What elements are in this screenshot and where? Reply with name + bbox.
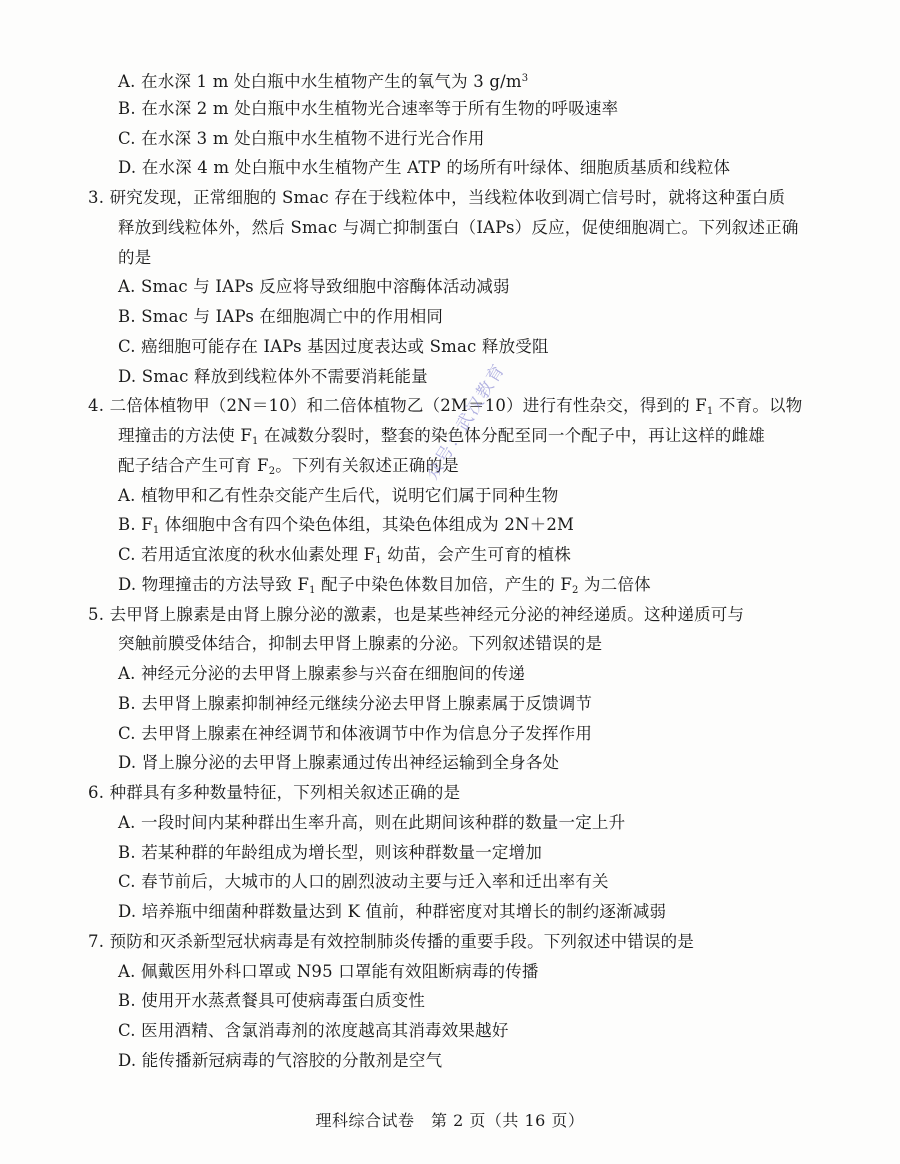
- q6-stem-line-1: 6. 种群具有多种数量特征，下列相关叙述正确的是: [88, 783, 461, 802]
- q5-option-b: B. 去甲肾上腺素抑制神经元继续分泌去甲肾上腺素属于反馈调节: [118, 693, 593, 713]
- q6-option-d: D. 培养瓶中细菌种群数量达到 K 值前，种群密度对其增长的制约逐渐减弱: [118, 902, 667, 921]
- q4-stem-line-3: 配子结合产生可育 $F_2$。下列有关叙述正确的是: [118, 455, 459, 477]
- q4-option-d: D. 物理撞击的方法导致 $F_1$ 配子中染色体数目加倍，产生的 $F_2$ 为二倍体: [118, 574, 651, 596]
- q2-option-a: A. 在水深 1 m 处白瓶中水生植物产生的氧气为 3 $g/m^3$: [118, 72, 529, 91]
- q2-option-b: B. 在水深 2 m 处白瓶中水生植物光合速率等于所有生物的呼吸速率: [118, 98, 619, 118]
- q5-option-a: A. 神经元分泌的去甲肾上腺素参与兴奋在细胞间的传递: [118, 664, 526, 683]
- q3-option-c: C. 癌细胞可能存在 IAPs 基因过度表达或 Smac 释放受阻: [118, 336, 549, 356]
- q5-stem-line-2: 突触前膜受体结合，抑制去甲肾上腺素的分泌。下列叙述错误的是: [118, 634, 603, 654]
- q5-option-d: D. 肾上腺分泌的去甲肾上腺素通过传出神经运输到全身各处: [118, 753, 560, 773]
- q5-option-c: C. 去甲肾上腺素在神经调节和体液调节中作为信息分子发挥作用: [118, 723, 593, 743]
- question-content: [88, 64, 828, 1076]
- q4-option-c: C. 若用适宜浓度的秋水仙素处理 $F_1$ 幼苗，会产生可育的植株: [118, 545, 572, 566]
- q2-option-c: C. 在水深 3 m 处白瓶中水生植物不进行光合作用: [118, 128, 485, 148]
- q5-stem-line-1: 5. 去甲肾上腺素是由肾上腺分泌的激素，也是某些神经元分泌的神经递质。这种递质可与: [88, 604, 745, 624]
- q3-option-b: B. Smac 与 IAPs 在细胞凋亡中的作用相同: [118, 307, 444, 326]
- q7-option-c: C. 医用酒精、含氯消毒剂的浓度越高其消毒效果越好: [118, 1021, 509, 1040]
- q6-option-a: A. 一段时间内某种群出生率升高，则在此期间该种群的数量一定上升: [118, 812, 626, 832]
- q6-option-c: C. 春节前后，大城市的人口的剧烈波动主要与迁入率和迁出率有关: [118, 872, 609, 892]
- q3-option-a: A. Smac 与 IAPs 反应将导致细胞中溶酶体活动减弱: [118, 277, 510, 297]
- q4-stem-line-2: 理撞击的方法使 $F_1$ 在减数分裂时，整套的染色体分配至同一个配子中，再让这样的雌雄: [118, 426, 766, 447]
- q7-option-d: D. 能传播新冠病毒的气溶胶的分散剂是空气: [118, 1050, 443, 1070]
- q2-option-d: D. 在水深 4 m 处白瓶中水生植物产生 ATP 的场所有叶绿体、细胞质基质和线粒体: [118, 158, 731, 178]
- q3-stem-line-2: 释放到线粒体外，然后 Smac 与凋亡抑制蛋白（IAPs）反应，促使细胞凋亡。下列叙述正确: [118, 217, 799, 237]
- q4-option-b: B. $F_1$ 体细胞中含有四个染色体组，其染色体组成为 2N＋2M: [118, 515, 575, 537]
- q7-option-b: B. 使用开水蒸煮餐具可使病毒蛋白质变性: [118, 991, 426, 1011]
- q3-option-d: D. Smac 释放到线粒体外不需要消耗能量: [118, 366, 428, 386]
- q3-stem-line-3: 的是: [118, 247, 152, 267]
- q3-stem-line-1: 3. 研究发现，正常细胞的 Smac 存在于线粒体中，当线粒体收到凋亡信号时，就将这种蛋白质: [88, 188, 786, 207]
- page-footer: 理科综合试卷 第 2 页（共 16 页）: [315, 1111, 585, 1130]
- q6-option-b: B. 若某种群的年龄组成为增长型，则该种群数量一定增加: [118, 842, 543, 862]
- q7-stem-line-1: 7. 预防和灭杀新型冠状病毒是有效控制肺炎传播的重要手段。下列叙述中错误的是: [88, 931, 695, 951]
- watermark-text: 众号：武汉教育: [422, 359, 510, 484]
- q4-option-a: A. 植物甲和乙有性杂交能产生后代，说明它们属于同种生物: [118, 485, 559, 505]
- q7-option-a: A. 佩戴医用外科口罩或 N95 口罩能有效阻断病毒的传播: [118, 961, 539, 981]
- q4-stem-line-1: 4. 二倍体植物甲（2N＝10）和二倍体植物乙（2M＝10）进行有性杂交，得到的 $F_1$ 不育。以物: [88, 396, 803, 418]
